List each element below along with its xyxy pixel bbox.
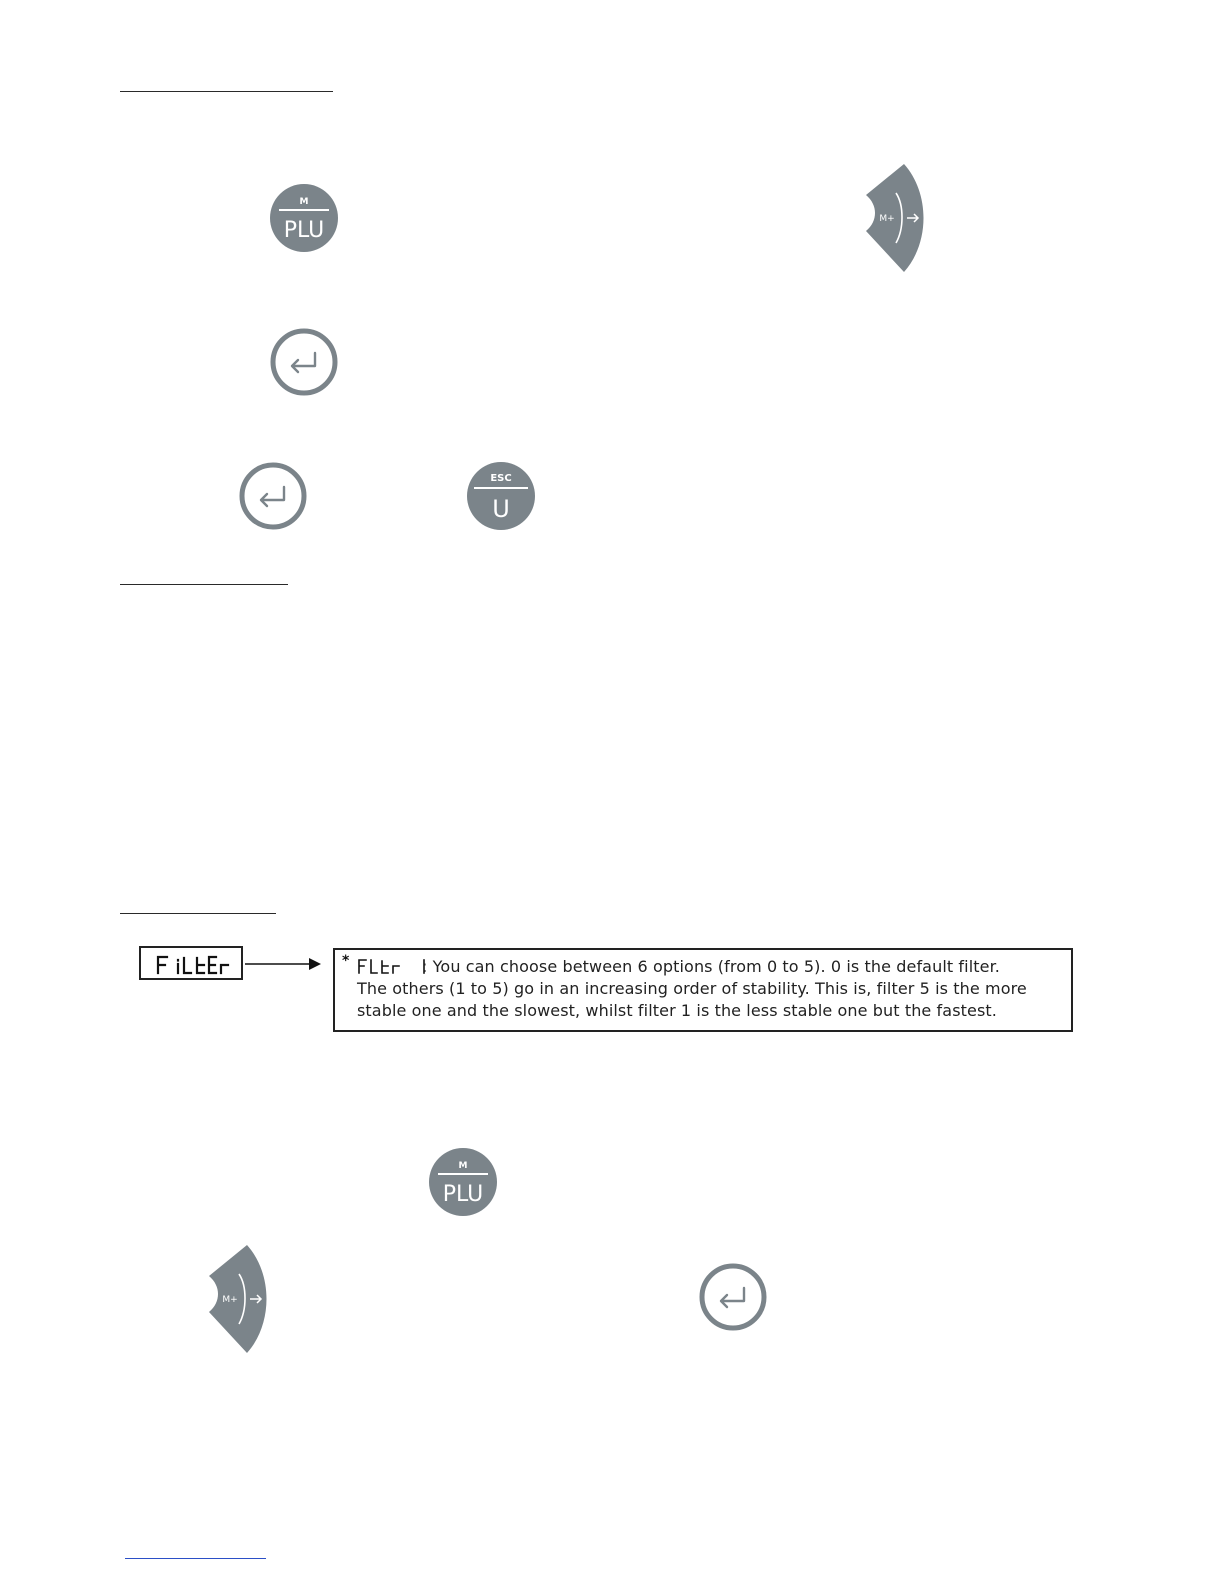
m-plus-arrow-key-icon <box>864 163 930 273</box>
enter-key-icon <box>269 327 339 397</box>
filter-display-box <box>139 946 243 980</box>
note-line-2: The others (1 to 5) go in an increasing order of stability. This is, filter 5 is the more <box>357 979 1027 998</box>
esc-u-key-icon <box>466 461 536 531</box>
plu-key-bottom-label: PLU <box>283 218 325 243</box>
plu-key-top-label: M <box>299 197 309 207</box>
note-marker: * <box>342 953 350 969</box>
m-plus-key-2-label: M+ <box>222 1295 238 1305</box>
enter-key-icon-3 <box>698 1262 768 1332</box>
esc-key-top-label: ESC <box>490 473 512 484</box>
plu-key-icon-2 <box>428 1147 498 1217</box>
note-line-1: : You can choose between 6 options (from 0 to 5). 0 is the default filter. <box>422 957 1000 976</box>
section-1-underline <box>120 91 333 92</box>
filter-display-text <box>141 948 241 978</box>
esc-key-bottom-label: U <box>492 495 510 523</box>
plu-key-2-top-label: M <box>458 1161 468 1171</box>
m-plus-key-label: M+ <box>879 214 895 224</box>
plu-key-icon <box>269 183 339 253</box>
footer-link-underline <box>125 1558 266 1559</box>
filter-option-code <box>357 957 431 975</box>
section-2-underline <box>120 584 288 585</box>
enter-key-icon-2 <box>238 461 308 531</box>
m-plus-arrow-key-icon-2 <box>207 1244 273 1354</box>
pointer-arrow <box>245 955 323 973</box>
note-line-3: stable one and the slowest, whilst filter 1 is the less stable one but the fastest. <box>357 1001 997 1020</box>
plu-key-2-bottom-label: PLU <box>442 1182 484 1207</box>
section-3-underline <box>120 913 276 914</box>
filter-note-box <box>333 948 1073 1032</box>
